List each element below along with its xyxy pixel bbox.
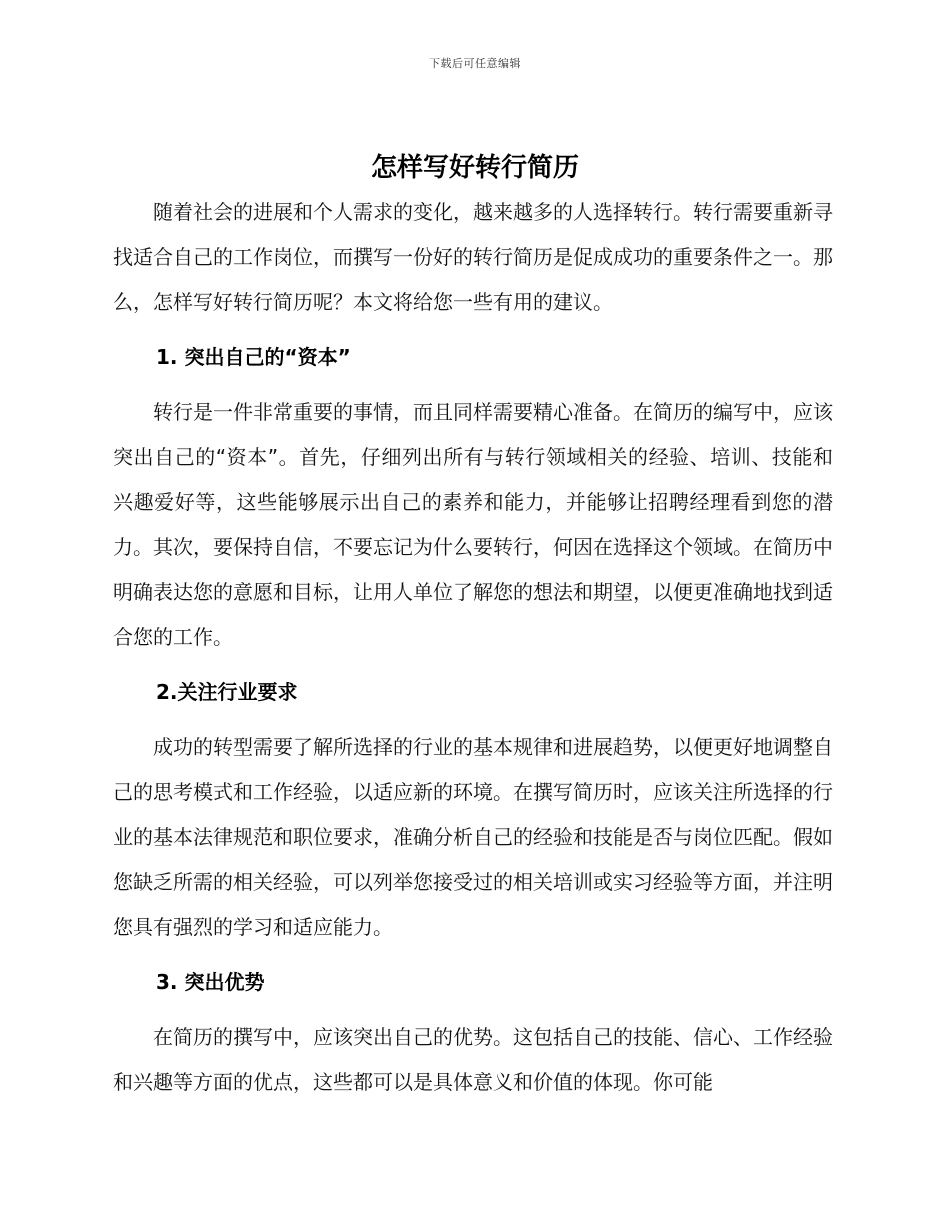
intro-paragraph: 随着社会的进展和个人需求的变化，越来越多的人选择转行。转行需要重新寻找适合自己的工作岗位，而撰写一份好的转行简历是促成成功的重要条件之一。那么，怎样写好转行简历呢？本文将给您一些有用的建议。 bbox=[113, 200, 833, 314]
header-note: 下载后可任意编辑 bbox=[429, 57, 521, 70]
section-body-2: 成功的转型需要了解所选择的行业的基本规律和进展趋势，以便更好地调整自己的思考模式和工作经验，以适应新的环境。在撰写简历时，应该关注所选择的行业的基本法律规范和职位要求，准确分析自己的经验和技能是否与岗位匹配。假如您缺乏所需的相关经验，可以列举您接受过的相关培训或实习经验等方面，并注明您具有强烈的学习和适应能力。 bbox=[113, 735, 833, 939]
section-heading-2: 2.关注行业要求 bbox=[156, 680, 298, 704]
section-heading-3: 3. 突出优势 bbox=[156, 970, 265, 994]
section-heading-1: 1. 突出自己的“资本” bbox=[156, 345, 351, 369]
section-body-1: 转行是一件非常重要的事情，而且同样需要精心准备。在简历的编写中，应该突出自己的“资本”。首先，仔细列出所有与转行领域相关的经验、培训、技能和兴趣爱好等，这些能够展示出自己的素养和能力，并能够让招聘经理看到您的潜力。其次，要保持自信，不要忘记为什么要转行，何因在选择这个领域。在简历中明确表达您的意愿和目标，让用人单位了解您的想法和期望，以便更准确地找到适合您的工作。 bbox=[113, 400, 833, 649]
document-title: 怎样写好转行简历 bbox=[370, 153, 579, 183]
document-body bbox=[113, 190, 833, 1105]
section-body-3: 在简历的撰写中，应该突出自己的优势。这包括自己的技能、信心、工作经验和兴趣等方面的优点，这些都可以是具体意义和价值的体现。你可能 bbox=[113, 1025, 833, 1094]
